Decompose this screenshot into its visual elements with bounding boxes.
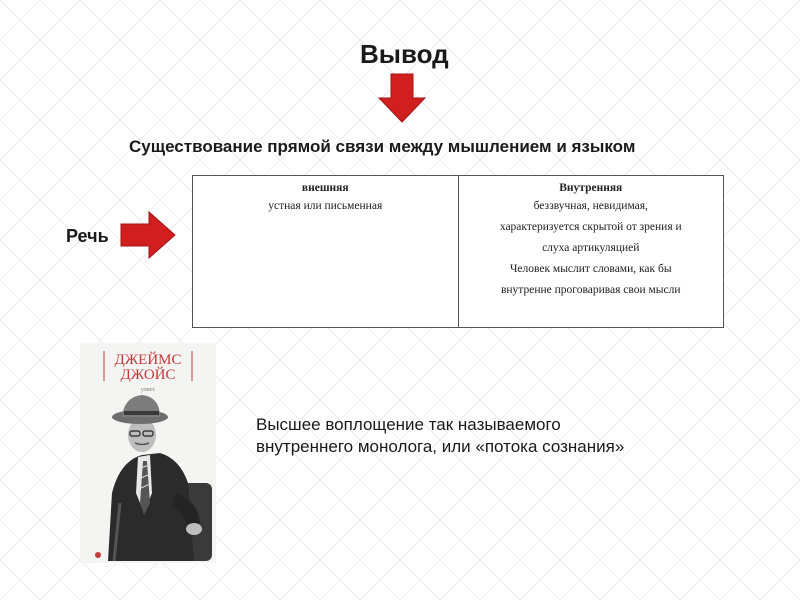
down-arrow-icon — [377, 72, 427, 124]
conclusion-quote: Высшее воплощение так называемого внутреннего монолога, или «потока сознания» — [256, 415, 625, 456]
internal-heading: Внутренняя — [559, 182, 623, 194]
internal-line-5: внутренне проговаривая свои мысли — [500, 284, 681, 296]
speech-types-table — [192, 175, 724, 328]
internal-line-3: слуха артикуляцией — [542, 242, 640, 254]
slide-title: Вывод — [360, 39, 449, 69]
table-row — [193, 176, 724, 328]
internal-line-4: Человек мыслит словами, как бы — [509, 263, 672, 275]
internal-line-1: беззвучная, невидимая, — [533, 200, 648, 212]
right-arrow-icon — [119, 210, 177, 260]
internal-line-2: характеризуется скрытой от зрения и — [499, 221, 682, 233]
internal-speech-cell — [458, 176, 724, 328]
speech-label: Речь — [66, 226, 109, 246]
external-heading: внешняя — [301, 182, 349, 194]
subtitle: Существование прямой связи между мышлением и языком — [129, 137, 636, 156]
external-description: устная или письменная — [268, 200, 383, 212]
external-speech-cell — [193, 176, 459, 328]
book-author-line-2: ДЖОЙС — [120, 367, 176, 383]
book-title: улисс — [140, 387, 156, 393]
ulysses-book-cover-image — [80, 343, 216, 563]
book-author-line-1: ДЖЕЙМС — [114, 352, 182, 368]
